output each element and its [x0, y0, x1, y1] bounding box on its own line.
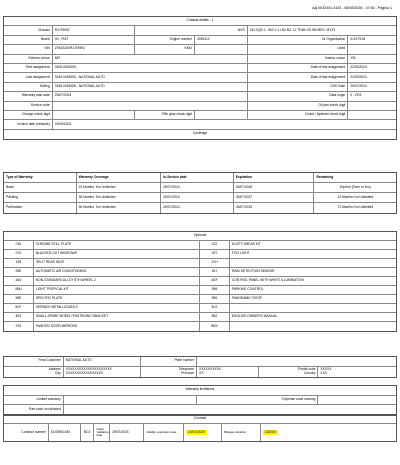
contract-code: BC3 — [81, 424, 95, 441]
service-code-label: Service code — [4, 102, 53, 110]
optional-desc: SPLIT REAR SEAT — [34, 259, 200, 267]
contract-title: Contract — [193, 416, 207, 421]
coverage-months: 24 Months Km Unlimited — [77, 183, 162, 192]
optional-code: 4GF — [200, 277, 230, 285]
optional-desc: SPECIFIC PLATE — [34, 295, 200, 303]
org-value: 01217918 — [350, 37, 365, 42]
coverage-months: 96 Months Km Unlimited — [77, 203, 162, 213]
optional-code: 596 — [200, 295, 230, 303]
coverage-expiration: 25/07/2032 — [234, 203, 315, 213]
optional-desc: PANORAMIC ROOF — [231, 296, 263, 301]
mvs-value: 312.0Q5.1 - 500 1.4 16V BZ. L2 TRIM GS.5M MES. MY23 — [249, 27, 336, 32]
table-row — [4, 295, 396, 304]
plate-label: Plate number — [141, 357, 197, 366]
change-check-value — [53, 111, 136, 119]
optional-code: 976 — [4, 322, 34, 331]
optional-code: 803 — [4, 313, 34, 321]
optional-code: 016 — [4, 241, 34, 249]
last-assign-value: 3245.0245006 - NATIONAL AUTO — [53, 73, 248, 81]
optional-desc: PARKING CONTROL — [231, 287, 264, 292]
invoice-value: 24/05/2024 — [54, 121, 72, 126]
used-label: Used — [248, 45, 348, 53]
optional-desc: AUTOMATIC AIR CONDITIONING — [34, 268, 200, 276]
optional-code: 55E — [4, 295, 34, 303]
table-row — [4, 241, 396, 250]
table-row — [4, 183, 396, 193]
coverage-remaining: 12 Months Km Unlimited — [337, 194, 374, 199]
validity-expiration-value: 24/07/2029 — [188, 429, 205, 434]
final-customer-label: Final Customer — [4, 357, 64, 366]
mileage-duration-label: Mileage duration — [222, 424, 261, 441]
brand-label: Brand — [4, 36, 53, 44]
coverage-type: Painting — [4, 193, 77, 202]
table-row — [4, 259, 396, 268]
table-row — [4, 193, 396, 203]
last-assign-date-value: 22/03/2024 — [350, 74, 367, 79]
coverage-header-expiration: Expiration — [234, 173, 315, 182]
kmo-label: KMO — [135, 45, 195, 53]
optional-desc: NON-STANDARD ALLOY 5TH WHEEL 2 — [34, 277, 200, 285]
ext-colour-label: Exterior colour — [4, 55, 53, 63]
optional-desc — [230, 259, 396, 267]
postal-country-values: XXXXX XXX — [320, 366, 332, 375]
optional-desc: LIGHT TROPICAL KIT — [34, 286, 200, 294]
optional-code: 9WV — [200, 322, 230, 331]
limited-warranty-value — [64, 396, 197, 405]
expense-code-value — [318, 396, 396, 405]
coverage-header-type: Type of Warranty — [4, 173, 77, 182]
optional-code: 598 — [200, 286, 230, 294]
optional-code: 5CF — [4, 304, 34, 312]
org-label: Nr Organization — [248, 36, 348, 44]
limitations-table — [3, 385, 397, 416]
first-assign-value: 3205.0003205 - — [53, 64, 248, 72]
coverage-remaining: Expired (Time or Km) — [339, 184, 371, 189]
postal-country-labels: Postal code Country — [259, 367, 319, 377]
contract-table — [3, 414, 397, 442]
cdd-value: 25/07/2024 — [350, 84, 367, 89]
table-row — [4, 277, 396, 286]
table-row — [4, 286, 396, 295]
page-header: Aaj 0032451.d103 - 06/08/2026 - 07:50 - Pagina 1 — [312, 6, 392, 10]
ext-colour-value: 687 — [53, 55, 248, 63]
service-code-value — [53, 102, 248, 110]
clutch-value — [348, 111, 396, 119]
mileage-duration-value: 120000 — [264, 429, 276, 434]
fifth-gear-value — [195, 111, 248, 119]
engine-value: 3053112 — [195, 36, 248, 44]
validity-expiration-cell — [184, 424, 222, 441]
optional-desc: CHROME STILL PLATE — [34, 241, 200, 249]
table-row — [4, 304, 396, 313]
optional-title: Optional — [193, 233, 207, 238]
optional-desc: DUSTY AREAS KIT — [231, 242, 261, 247]
chassis-value: RJJ75592 — [53, 26, 136, 34]
coverage-months: 36 Months Km Unlimited — [77, 193, 162, 202]
optional-code: 25E — [4, 268, 34, 276]
int-colour-label: Interior colour — [248, 55, 348, 63]
optional-desc: CONTROL PANEL WITH WHITE ILLUMINATION — [231, 278, 304, 283]
optional-desc: RAIN DETECTION SENSOR — [231, 269, 275, 274]
contract-number-label: Contract number — [4, 424, 49, 441]
coverage-in-service: 25/07/2024 — [161, 183, 234, 192]
optional-desc: ENGLISH OWNER'S MANUAL — [231, 314, 278, 319]
fifth-gear-label: Fifth gear check digit — [135, 111, 195, 119]
invoice-label: Invoice date (network) — [4, 120, 53, 128]
optional-code: 852 — [200, 313, 230, 321]
optional-code: 5LS — [200, 304, 230, 312]
vin-label: VIN — [4, 45, 53, 53]
optional-table — [3, 231, 397, 332]
last-assign-date-label: Date of last assignment — [248, 73, 348, 81]
coverage-type: Perforation — [4, 203, 77, 213]
optional-desc — [230, 322, 396, 331]
initial-validation-value: 25/07/2024 — [110, 424, 144, 441]
coverage-expiration: 25/07/2027 — [234, 193, 315, 202]
warranty-start-value: 25/07/2024 — [53, 92, 248, 100]
optional-code: 1YH — [200, 259, 230, 267]
optional-desc: SMALL SPARE WHEEL+FASTENING BRACKET — [34, 313, 200, 321]
int-colour-value: 192 — [350, 55, 356, 60]
telephone-province-labels: Telephone Province — [141, 367, 197, 377]
oil-pan-value — [348, 102, 396, 110]
coverage-in-service: 25/07/2024 — [161, 193, 234, 202]
kmo-value — [195, 45, 248, 53]
chassis-label: Chassis — [4, 26, 53, 34]
optional-code: 195 — [4, 259, 34, 267]
first-assign-label: First assignment — [4, 64, 53, 72]
vin-value: ZFA03100RJJ75592 — [53, 45, 136, 53]
expense-code-label: Expense code missing — [197, 396, 318, 405]
final-customer-value: NATIONAL AUTO — [64, 357, 142, 366]
selling-value: 3245.0245006 - NATIONAL AUTO — [53, 83, 248, 91]
plate-value — [197, 357, 396, 366]
address-city-values: XXXXXXXXXXXXXXXXXXXXX XXXXXXXXXXXXXXXXX — [64, 367, 142, 377]
customer-table — [3, 356, 397, 378]
clutch-label: Clutch / flywheel check digit — [248, 111, 348, 119]
table-row — [4, 250, 396, 259]
limited-warranty-label: Limited warranty — [4, 396, 64, 405]
used-value — [348, 45, 396, 53]
coverage-header-remaining: Remaining — [316, 174, 334, 179]
coverage-type: Basic — [4, 183, 77, 192]
selling-label: Selling — [4, 83, 53, 91]
last-assign-label: Last assignment — [4, 73, 53, 81]
validity-expiration-label: Validity expiration date — [144, 424, 184, 441]
contract-number-value: DU00901067 — [49, 424, 81, 441]
coverage-table — [3, 172, 397, 214]
optional-desc: FOG LIGHT — [231, 251, 250, 256]
chassis-details-table — [3, 16, 397, 140]
engine-label: Engine number — [135, 36, 195, 44]
data-origin-label: Data origin — [248, 92, 348, 100]
coverage-remaining: 72 Months Km Unlimited — [337, 205, 374, 210]
warranty-start-label: Warranty start date — [4, 92, 53, 100]
coverage-expiration: 25/07/2026 — [234, 183, 315, 192]
initial-validation-label: Initial validation date — [94, 424, 110, 441]
optional-desc: VERNICE METALLIZZATA 9 — [34, 304, 200, 312]
chassis-details-title: Chassis details - 1 — [186, 18, 214, 23]
change-check-label: Change check digit — [4, 111, 53, 119]
optional-code: 4MU — [4, 286, 34, 294]
mileage-duration-cell — [261, 424, 396, 441]
address-city-labels: Address City — [4, 367, 64, 377]
optional-desc — [230, 304, 396, 312]
mvs-label: MVS — [135, 26, 247, 34]
optional-code: 070 — [4, 250, 34, 258]
table-row — [4, 322, 396, 331]
limitations-title: Warranty limitations — [185, 387, 215, 392]
optional-code: 097 — [200, 250, 230, 258]
oil-pan-label: Oil pan check digit — [248, 102, 348, 110]
coverage-header-in-service: In-Service date — [161, 173, 234, 182]
optional-desc: BLACKED-OUT WINDOWS — [34, 250, 200, 258]
table-row — [4, 268, 396, 277]
first-assign-date-value: 22/03/2024 — [350, 65, 367, 70]
brand-value: 00 - FIAT — [53, 36, 136, 44]
table-row — [4, 313, 396, 322]
optional-code: 4AV — [4, 277, 34, 285]
telephone-province-values: XXXXXXXXXX XX — [197, 367, 259, 377]
coverage-in-service: 25/07/2024 — [161, 203, 234, 213]
optional-desc: PAINTED DOOR MIRRORS — [34, 322, 200, 331]
coverage-title: Coverage — [192, 131, 208, 136]
part-code-label: Part code not allowed — [4, 405, 64, 415]
coverage-header-warranty: Warranty Coverage — [77, 173, 162, 182]
first-assign-date-label: Date of first assignment — [248, 64, 348, 72]
table-row — [4, 203, 396, 213]
data-origin-value: 0 - CFA — [350, 93, 362, 98]
optional-code: 347 — [200, 268, 230, 276]
cdd-label: CDD Date — [248, 83, 348, 91]
optional-code: 022 — [200, 241, 230, 249]
